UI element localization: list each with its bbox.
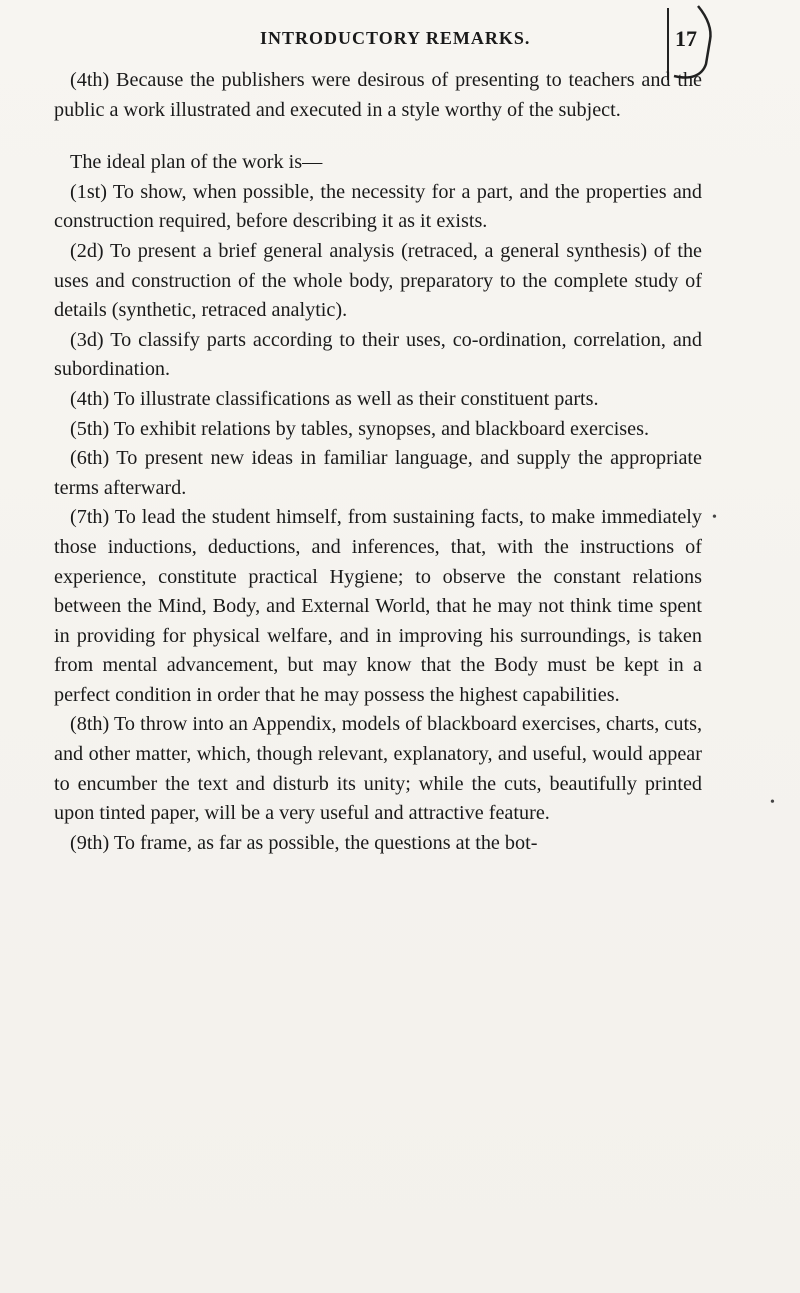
paragraph-plan-6th: (6th) To present new ideas in familiar language, and supply the appropriate terms afterward. — [54, 447, 702, 499]
margin-speck: • — [712, 510, 717, 525]
paragraph-plan-2d: (2d) To present a brief general analysis (retraced, a general synthesis) of the uses and construction of the whole body, preparatory to the complete study of details (synthetic, retraced analytic). — [54, 239, 702, 322]
paragraph-plan-3d: (3d) To classify parts according to their uses, co-ordination, correlation, and subordination. — [54, 328, 702, 381]
paragraph-plan-4th: (4th) To illustrate classifications as well as their constituent parts. — [70, 387, 599, 410]
margin-speck: • — [770, 795, 775, 810]
paragraph-plan-9th: (9th) To frame, as far as possible, the questions at the bot- — [70, 831, 538, 854]
paragraph-plan-1st: (1st) To show, when possible, the necessity for a part, and the properties and construction required, before describing it as it exists. — [54, 180, 702, 233]
paragraph-4th-reason: (4th) Because the publishers were desirous of presenting to teachers and the public a work illustrated and executed in a style worthy of the subject. — [54, 69, 702, 121]
running-head: INTRODUCTORY REMARKS. — [260, 28, 531, 48]
paragraph-plan-5th: (5th) To exhibit relations by tables, synopses, and blackboard exercises. — [70, 417, 650, 440]
body-text — [54, 66, 702, 858]
paragraph-plan-7th: (7th) To lead the student himself, from sustaining facts, to make immediately those inductions, deductions, and inferences, that, with the instructions of experience, constitute practical Hygiene; to observe the constant relations between the Mind, Body, and External World, that he may not think time spent in providing for physical welfare, and in improving his surroundings, is taken from mental advancement, but may know that the Body must be kept in a perfect condition in order that he may possess the highest capabilities. — [54, 506, 702, 706]
page-number: 17 — [675, 26, 697, 51]
paragraph-gap — [54, 125, 702, 148]
paragraph-plan-8th: (8th) To throw into an Appendix, models of blackboard exercises, charts, cuts, and other matter, which, though relevant, explanatory, and useful, would appear to encumber the text and disturb its unity; while the cuts, beautifully printed upon tinted paper, will be a very useful and attractive feature. — [54, 713, 702, 825]
paragraph-plan-intro: The ideal plan of the work is— — [70, 151, 323, 174]
